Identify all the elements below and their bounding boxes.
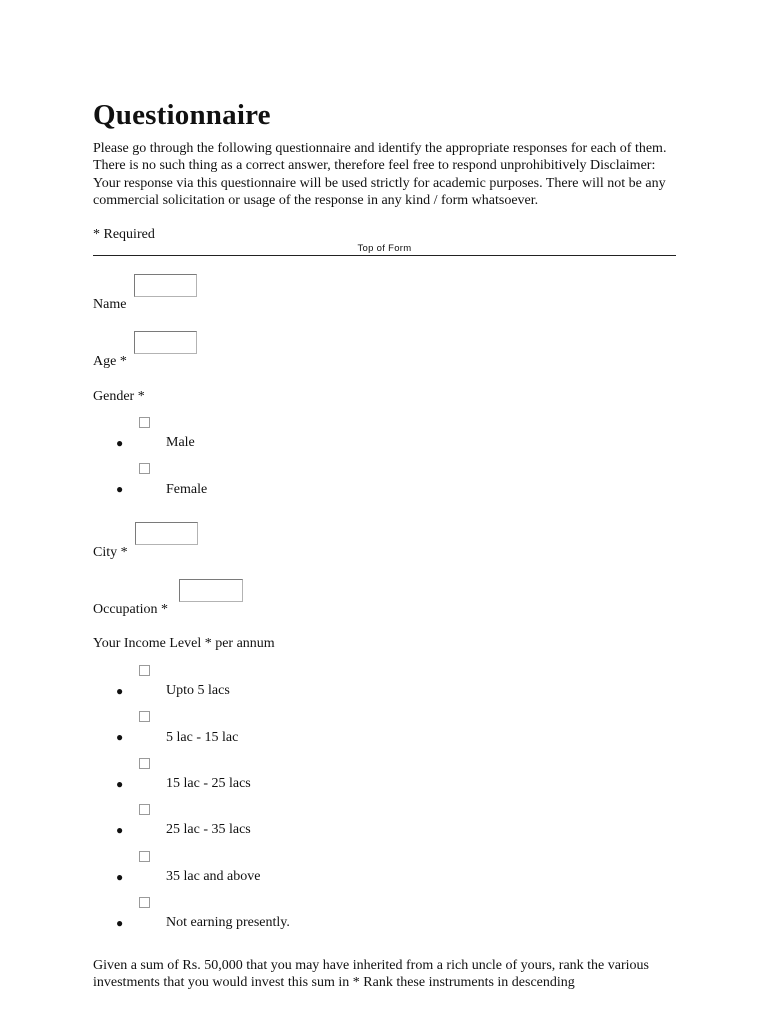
gender-male-checkbox[interactable] <box>139 417 150 428</box>
income-option-5: 35 lac and above <box>166 869 261 884</box>
list-bullet: ● <box>116 436 124 450</box>
name-label: Name <box>93 297 127 312</box>
income-option-4-checkbox[interactable] <box>139 804 150 815</box>
income-option-3: 15 lac - 25 lacs <box>166 776 251 791</box>
investment-question-text: Given a sum of Rs. 50,000 that you may have inherited from a rich uncle of yours, rank the various investments that you would invest this sum in * Rank these instruments in descending <box>93 958 649 991</box>
page-title: Questionnaire <box>93 99 271 131</box>
occupation-label: Occupation * <box>93 602 169 617</box>
list-bullet: ● <box>116 823 124 837</box>
income-option-5-checkbox[interactable] <box>139 851 150 862</box>
city-input[interactable] <box>135 522 198 545</box>
income-option-2-checkbox[interactable] <box>139 711 150 722</box>
income-option-1-checkbox[interactable] <box>139 665 150 676</box>
income-option-1: Upto 5 lacs <box>166 683 230 698</box>
gender-option-female: Female <box>166 482 208 497</box>
list-bullet: ● <box>116 777 124 791</box>
name-input[interactable] <box>134 274 197 297</box>
list-bullet: ● <box>116 916 124 930</box>
income-option-6-checkbox[interactable] <box>139 897 150 908</box>
income-option-4: 25 lac - 35 lacs <box>166 822 251 837</box>
income-option-3-checkbox[interactable] <box>139 758 150 769</box>
list-bullet: ● <box>116 730 124 744</box>
income-option-6: Not earning presently. <box>166 915 290 930</box>
list-bullet: ● <box>116 870 124 884</box>
list-bullet: ● <box>116 482 124 496</box>
age-label: Age * <box>93 354 127 369</box>
city-label: City * <box>93 545 128 560</box>
top-of-form-label: Top of Form <box>357 243 412 254</box>
gender-option-male: Male <box>166 435 195 450</box>
gender-female-checkbox[interactable] <box>139 463 150 474</box>
form-divider <box>93 255 676 256</box>
list-bullet: ● <box>116 684 124 698</box>
age-input[interactable] <box>134 331 197 354</box>
required-note: * Required <box>93 227 155 242</box>
occupation-input[interactable] <box>179 579 243 602</box>
income-label: Your Income Level * per annum <box>93 636 275 651</box>
intro-text: Please go through the following questionnaire and identify the appropriate responses for each of them. There is no such thing as a correct answer, therefore feel free to respond unprohibitively Disclaimer: Your response via this questionnaire will be used strictly for academic purposes. There will not be any commercial solicitation or usage of the response in any kind / form whatsoever. <box>93 141 667 209</box>
gender-label: Gender * <box>93 389 145 404</box>
income-option-2: 5 lac - 15 lac <box>166 730 239 745</box>
